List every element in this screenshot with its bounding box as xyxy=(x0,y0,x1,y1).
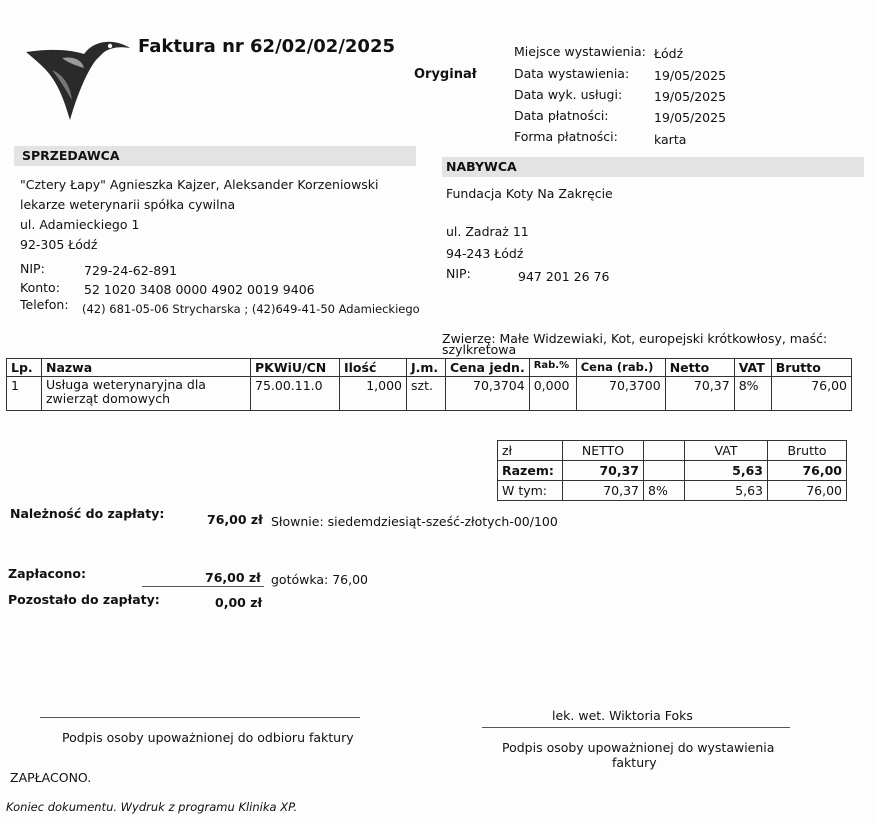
summary-sub-vat: 5,63 xyxy=(685,481,768,501)
seller-phone: (42) 681-05-06 Strycharska ; (42)649-41-50 Adamieckiego xyxy=(82,302,420,316)
row-name-line2: zwierząt domowych xyxy=(46,391,171,406)
col-net: Netto xyxy=(665,359,734,377)
seller-account: 52 1020 3408 0000 4902 0019 9406 xyxy=(84,282,315,297)
summary-empty xyxy=(644,441,685,461)
summary-col-net: NETTO xyxy=(563,441,644,461)
summary-col-gross: Brutto xyxy=(768,441,847,461)
issuer-signature-caption: Podpis osoby upoważnionej do wystawienia xyxy=(502,740,775,755)
seller-city: 92-305 Łódź xyxy=(20,237,98,252)
buyer-street: ul. Zadraż 11 xyxy=(446,224,529,239)
row-qty: 1,000 xyxy=(340,377,407,411)
summary-total-row xyxy=(498,461,847,481)
col-unit-price: Cena jedn. xyxy=(446,359,530,377)
meta-label: Forma płatności: xyxy=(514,129,618,144)
summary-total-vat: 5,63 xyxy=(685,461,768,481)
summary-col-vat: VAT xyxy=(685,441,768,461)
due-amount: 76,00 zł xyxy=(207,512,263,527)
meta-label: Data płatności: xyxy=(514,108,609,123)
summary-table xyxy=(497,440,847,501)
copy-label: Oryginał xyxy=(414,67,477,82)
row-price-discounted: 70,3700 xyxy=(576,377,665,411)
meta-label: Miejsce wystawienia: xyxy=(514,44,646,59)
row-vat: 8% xyxy=(734,377,771,411)
summary-sub-row xyxy=(498,481,847,501)
summary-sub-gross: 76,00 xyxy=(768,481,847,501)
invoice-title: Faktura nr 62/02/02/2025 xyxy=(138,36,395,57)
seller-street: ul. Adamieckiego 1 xyxy=(20,217,140,232)
summary-sub-rate: 8% xyxy=(644,481,685,501)
seller-heading: SPRZEDAWCA xyxy=(22,148,120,163)
issuer-signature-line xyxy=(482,727,790,728)
seller-phone-label: Telefon: xyxy=(20,297,69,312)
meta-label: Data wystawienia: xyxy=(514,66,630,81)
due-label: Należność do zapłaty: xyxy=(10,506,165,521)
row-name xyxy=(42,377,251,411)
row-lp: 1 xyxy=(7,377,42,411)
seller-nip-label: NIP: xyxy=(20,261,45,276)
summary-total-net: 70,37 xyxy=(563,461,644,481)
meta-value: 19/05/2025 xyxy=(654,89,727,104)
row-net: 70,37 xyxy=(665,377,734,411)
table-row xyxy=(7,377,852,411)
paid-label: Zapłacono: xyxy=(8,566,87,581)
row-discount: 0,000 xyxy=(529,377,576,411)
animal-info-2: szylkretowa xyxy=(442,342,517,357)
col-vat: VAT xyxy=(734,359,771,377)
items-table xyxy=(6,358,852,411)
summary-sub-label: W tym: xyxy=(498,481,563,501)
col-lp: Lp. xyxy=(7,359,42,377)
row-pkwiu: 75.00.11.0 xyxy=(251,377,340,411)
remaining-label: Pozostało do zapłaty: xyxy=(8,592,160,607)
meta-label: Data wyk. usługi: xyxy=(514,87,623,102)
paid-underline xyxy=(142,586,264,587)
paid-note: gotówka: 76,00 xyxy=(271,572,369,587)
col-qty: Ilość xyxy=(340,359,407,377)
paid-stamp: ZAPŁACONO. xyxy=(10,770,92,785)
col-pkwiu: PKWiU/CN xyxy=(251,359,340,377)
col-discount: Rab.% xyxy=(529,359,576,377)
end-note: Koniec dokumentu. Wydruk z programu Klinika XP. xyxy=(6,800,298,814)
issuer-signature-caption-2: faktury xyxy=(612,755,657,770)
row-gross: 76,00 xyxy=(771,377,851,411)
summary-empty xyxy=(644,461,685,481)
issuer-name: lek. wet. Wiktoria Foks xyxy=(552,708,693,723)
meta-value: karta xyxy=(654,132,687,147)
seller-nip: 729-24-62-891 xyxy=(84,263,178,278)
clinic-logo-bird-icon xyxy=(22,30,132,125)
receiver-signature-caption: Podpis osoby upoważnionej do odbioru faktury xyxy=(62,730,354,745)
seller-name-2: lekarze weterynarii spółka cywilna xyxy=(20,197,236,212)
seller-account-label: Konto: xyxy=(20,280,60,295)
row-name-line1: Usługa weterynaryjna dla xyxy=(46,377,206,392)
col-name: Nazwa xyxy=(42,359,251,377)
amount-in-words: Słownie: siedemdziesiąt-sześć-złotych-00/100 xyxy=(271,514,558,529)
buyer-city: 94-243 Łódź xyxy=(446,246,524,261)
buyer-nip-label: NIP: xyxy=(446,266,471,281)
seller-name: "Cztery Łapy" Agnieszka Kajzer, Aleksander Korzeniowski xyxy=(20,177,379,192)
summary-sub-net: 70,37 xyxy=(563,481,644,501)
summary-total-label: Razem: xyxy=(498,461,563,481)
buyer-nip: 947 201 26 76 xyxy=(518,269,610,284)
summary-currency: zł xyxy=(498,441,563,461)
buyer-name: Fundacja Koty Na Zakręcie xyxy=(446,186,613,201)
col-unit: J.m. xyxy=(407,359,446,377)
paid-amount: 76,00 zł xyxy=(205,570,261,585)
animal-info: Zwierzę: Małe Widzewiaki, Kot, europejski krótkowłosy, maść: xyxy=(442,331,828,346)
summary-header-row xyxy=(498,441,847,461)
row-unit: szt. xyxy=(407,377,446,411)
meta-value: 19/05/2025 xyxy=(654,68,727,83)
meta-value: Łódź xyxy=(654,46,684,61)
buyer-heading: NABYWCA xyxy=(446,159,517,174)
meta-value: 19/05/2025 xyxy=(654,110,727,125)
col-price-discounted: Cena (rab.) xyxy=(576,359,665,377)
receiver-signature-line xyxy=(40,717,360,718)
row-unit-price: 70,3704 xyxy=(446,377,530,411)
items-header-row xyxy=(7,359,852,377)
summary-total-gross: 76,00 xyxy=(768,461,847,481)
remaining-amount: 0,00 zł xyxy=(215,595,263,610)
col-gross: Brutto xyxy=(771,359,851,377)
